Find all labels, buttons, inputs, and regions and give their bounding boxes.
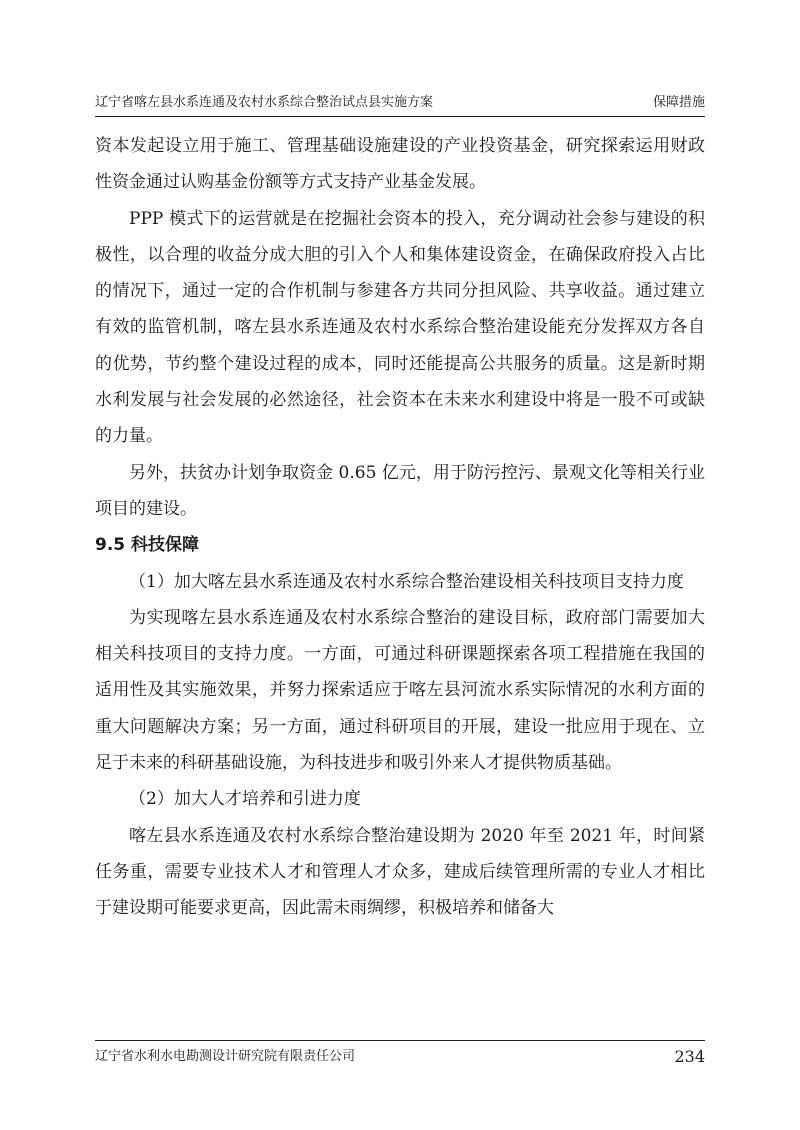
page-footer — [95, 1045, 705, 1069]
chapter-name: 保障措施 — [652, 95, 705, 110]
paragraph-tech-support: 为实现喀左县水系连通及农村水系综合整治的建设目标，政府部门需要加大相关科技项目的支持力度。一方面，可通过科研课题探索各项工程措施在我国的适用性及其实施效果，并努力探索适应于喀左县河流水系实际情况的水利方面的重大问题解决方案；另一方面，通过科研项目的开展，建设一批应用于现在、立足于未来的科研基础设施，为科技进步和吸引外来人才提供物质基础。 — [95, 607, 705, 774]
paragraph-talent: 喀左县水系连通及农村水系综合整治建设期为 2020 年至 2021 年，时间紧任务重，需要专业技术人才和管理人才众多，建成后续管理所需的专业人才相比于建设期可能要求更高，因此需未雨绸缪，积极培养和储备大 — [95, 825, 705, 919]
page-number: 234 — [674, 1047, 705, 1066]
section-heading: 9.5 科技保障 — [95, 535, 200, 556]
company-name: 辽宁省水利水电勘测设计研究院有限责任公司 — [95, 1049, 356, 1064]
list-item-heading-1: （1）加大喀左县水系连通及农村水系综合整治建设相关科技项目支持力度 — [129, 571, 684, 592]
paragraph-ppp: PPP 模式下的运营就是在挖掘社会资本的投入，充分调动社会参与建设的积极性，以合理的收益分成大胆的引入个人和集体建设资金，在确保政府投入占比的情况下，通过一定的合作机制与参建各方共同分担风险、共享收益。通过建立有效的监管机制，喀左县水系连通及农村水系综合整治建设能充分发挥双方各自的优势，节约整个建设过程的成本，同时还能提高公共服务的质量。这是新时期水利发展与社会发展的必然途径，社会资本在未来水利建设中将是一股不可或缺的力量。 — [95, 208, 705, 447]
list-item-heading-2: （2）加大人才培养和引进力度 — [129, 789, 361, 810]
footer-divider — [95, 1040, 705, 1041]
paragraph-continued: 资本发起设立用于施工、管理基础设施建设的产业投资基金，研究探索运用财政性资金通过认购基金份额等方式支持产业基金发展。 — [95, 136, 705, 193]
page-body — [95, 128, 705, 927]
document-title: 辽宁省喀左县水系连通及农村水系综合整治试点县实施方案 — [95, 95, 434, 110]
page-header — [95, 92, 705, 114]
paragraph-poverty-fund: 另外，扶贫办计划争取资金 0.65 亿元，用于防污控污、景观文化等相关行业项目的建设。 — [95, 462, 705, 519]
header-divider — [95, 116, 705, 117]
